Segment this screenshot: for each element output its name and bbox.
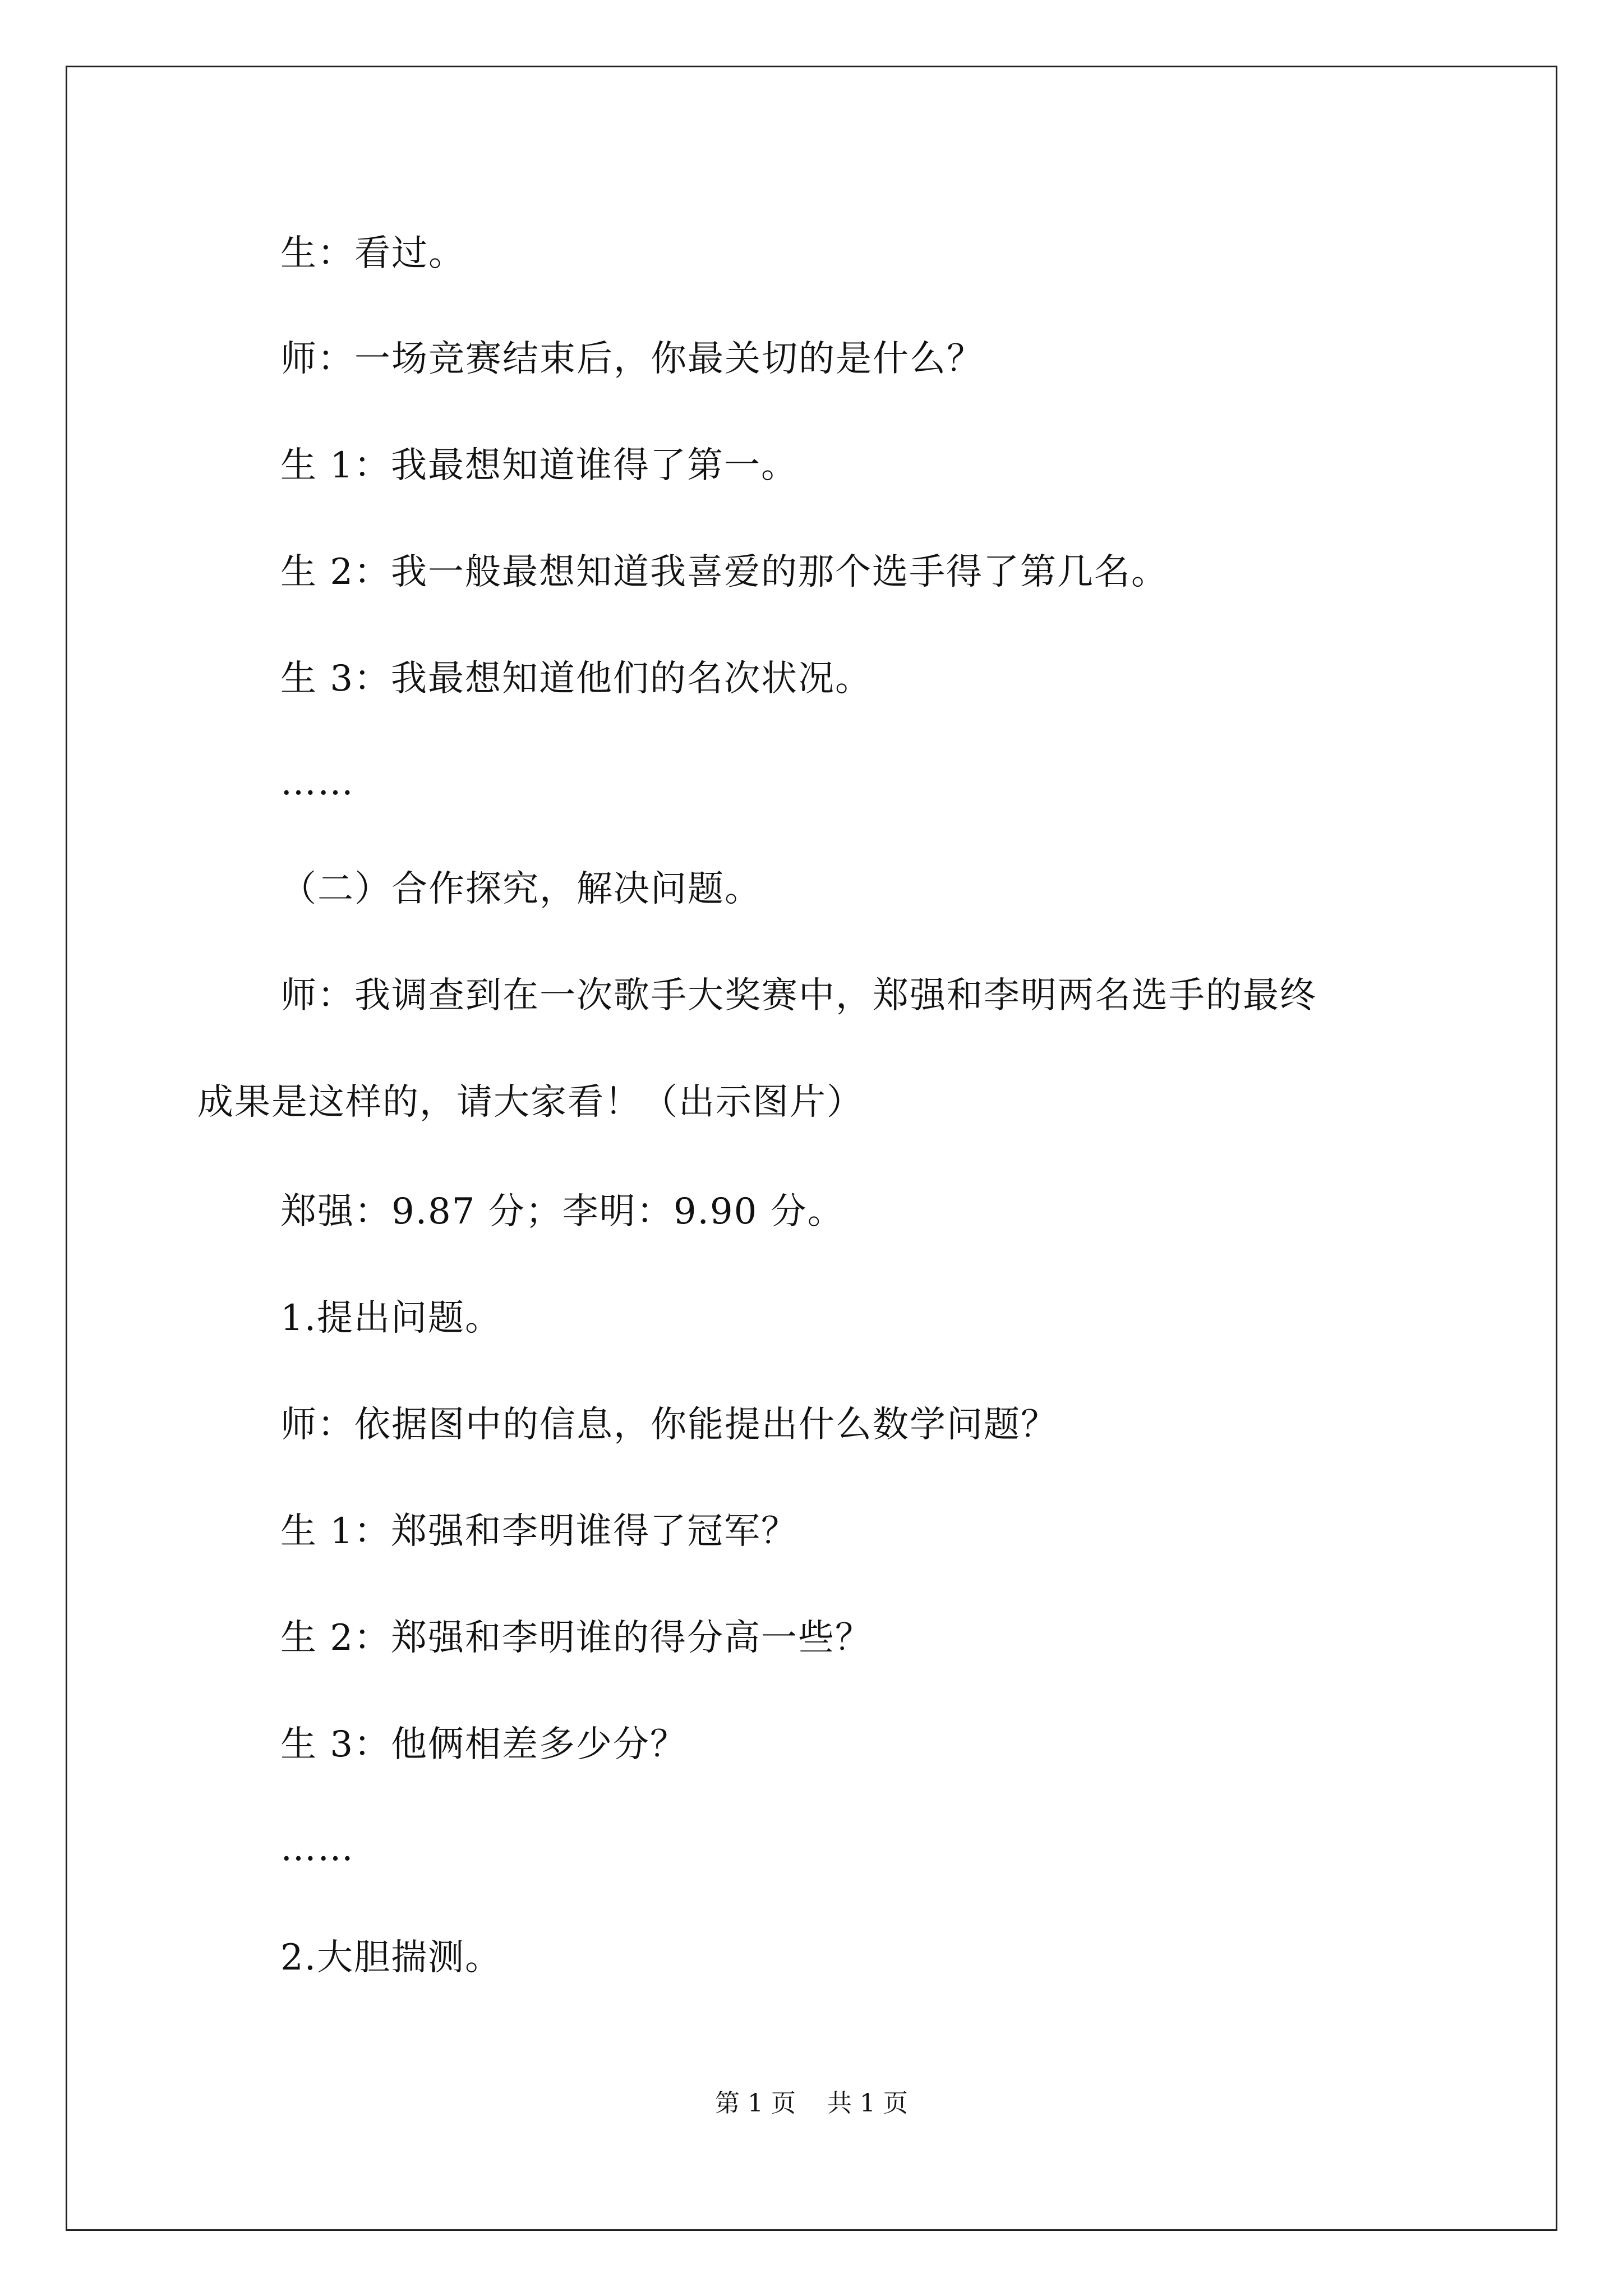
section-heading: （二）合作探究，解决问题。 (280, 868, 762, 910)
paragraph-line: 郑强：9.87 分；李明：9.90 分。 (280, 1191, 845, 1232)
paragraph-line: 生 3：我最想知道他们的名次状况。 (280, 658, 873, 700)
paragraph-line: 生 2：郑强和李明谁的得分高一些？ (280, 1617, 873, 1659)
paragraph-line: 成果是这样的，请大家看！（出示图片） (197, 1082, 864, 1123)
page-number-footer: 第 1 页 共 1 页 (715, 2089, 908, 2118)
paragraph-line: 生 2：我一般最想知道我喜爱的那个选手得了第几名。 (280, 551, 1169, 593)
paragraph-line: 生 1：我最想知道谁得了第一。 (280, 445, 799, 486)
paragraph-line: 师：依据图中的信息，你能提出什么数学问题？ (280, 1404, 1058, 1446)
paragraph-line: 师：一场竞赛结束后，你最关切的是什么？ (280, 338, 984, 380)
paragraph-line: 生 3：他俩相差多少分？ (280, 1724, 688, 1765)
ellipsis-line: …… (280, 1828, 354, 1869)
section-heading: 2.大胆揣测。 (280, 1937, 502, 1978)
ellipsis-line: …… (280, 762, 354, 803)
section-heading: 1.提出问题。 (280, 1297, 502, 1339)
paragraph-line: 生 1：郑强和李明谁得了冠军？ (280, 1511, 799, 1552)
page-border (66, 66, 1557, 2231)
paragraph-line: 生：看过。 (280, 233, 465, 274)
paragraph-line: 师：我调查到在一次歌手大奖赛中，郑强和李明两名选手的最终 (280, 975, 1317, 1016)
